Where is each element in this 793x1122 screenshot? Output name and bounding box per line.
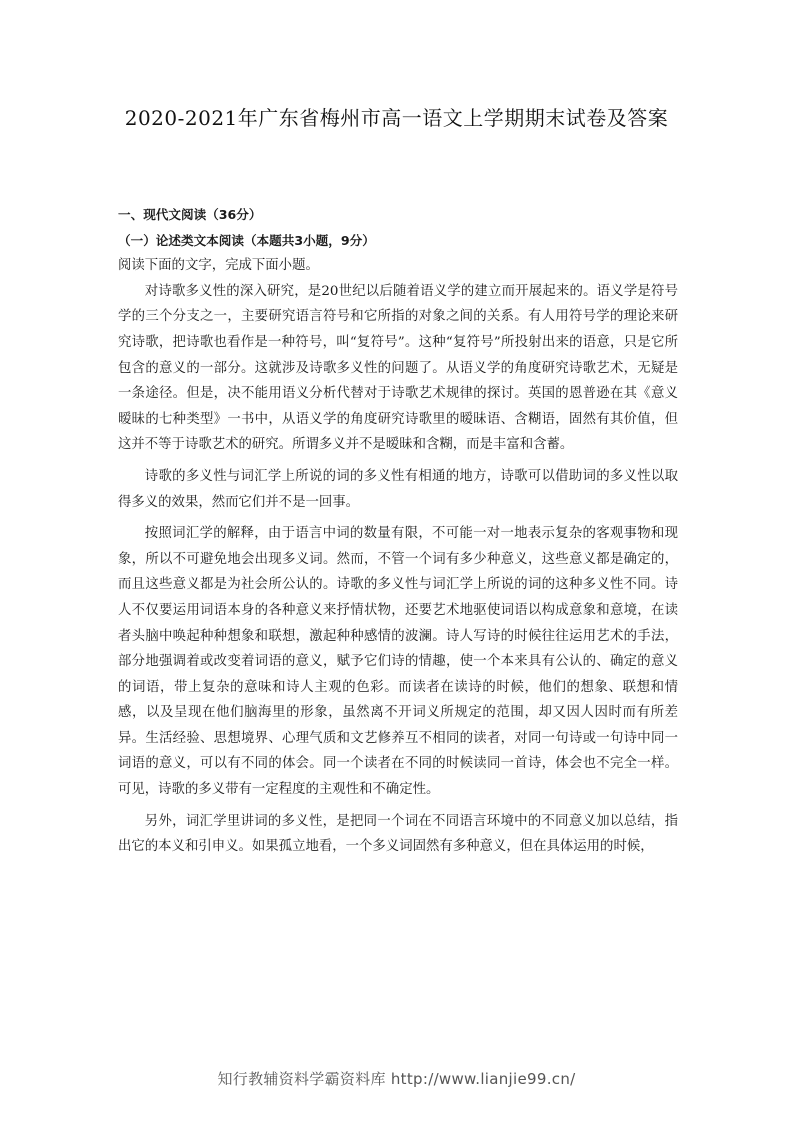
reading-instruction: 阅读下面的文字，完成下面小题。 [118,258,319,274]
document-body [118,202,678,860]
body-paragraph-4: 另外，词汇学里讲词的多义性，是把同一个词在不同语言环境中的不同意义加以总结，指出它的本义和引申义。如果孤立地看，一个多义词固然有多种意义，但在具体运用的时候， [118,813,678,855]
body-paragraph-2: 诗歌的多义性与词汇学上所说的词的多义性有相通的地方，诗歌可以借助词的多义性以取得多义的效果，然而它们并不是一回事。 [118,468,678,510]
page-title: 2020-2021年广东省梅州市高一语文上学期期末试卷及答案 [124,106,669,130]
body-paragraph-3: 按照词汇学的解释，由于语言中词的数量有限，不可能一对一地表示复杂的客观事物和现象，所以不可避免地会出现多义词。然而，不管一个词有多少种意义，这些意义都是确定的，而且这些意义都是为社会所公认的。诗歌的多义性与词汇学上所说的词的这种多义性不同。诗人不仅要运用词语本身的各种意义来抒情状物，还要艺术地驱使词语以构成意象和意境，在读者头脑中唤起种种想象和联想，激起种种感情的波澜。诗人写诗的时候往往运用艺术的手法，部分地强调着或改变着词语的意义，赋予它们诗的情趣，使一个本来具有公认的、确定的意义的词语，带上复杂的意味和诗人主观的色彩。而读者在读诗的时候，他们的想象、联想和情感，以及呈现在他们脑海里的形象，虽然离不开词义所规定的范围，却又因人因时而有所差异。生活经验、思想境界、心理气质和文艺修养互不相同的读者，对同一句诗或一句诗中同一词语的意义，可以有不同的体会。同一个读者在不同的时候读同一首诗，体会也不完全一样。可见，诗歌的多义带有一定程度的主观性和不确定性。 [118,526,678,798]
section-heading: 一、现代文阅读（36分） [118,207,262,222]
subsection-heading: （一）论述类文本阅读（本题共3小题，9分） [118,232,375,248]
body-paragraph-1: 对诗歌多义性的深入研究，是20世纪以后随着语义学的建立而开展起来的。语义学是符号学的三个分支之一，主要研究语言符号和它所指的对象之间的关系。有人用符号学的理论来研究诗歌，把诗歌也看作是一种符号，叫“复符号”。这种“复符号”所投射出来的语意，只是它所包含的意义的一部分。这就涉及诗歌多义性的问题了。从语义学的角度研究诗歌艺术，无疑是一条途径。但是，决不能用语义分析代替对于诗歌艺术规律的探讨。英国的恩普逊在其《意义暧昧的七种类型》一书中，从语义学的角度研究诗歌里的暧昧语、含糊语，固然有其价值，但这并不等于诗歌艺术的研究。所谓多义并不是暧昧和含糊，而是丰富和含蓄。 [118,283,678,453]
footer-watermark: 知行教辅资料学霸资料库 http://www.lianjie99.cn/ [217,1070,576,1088]
